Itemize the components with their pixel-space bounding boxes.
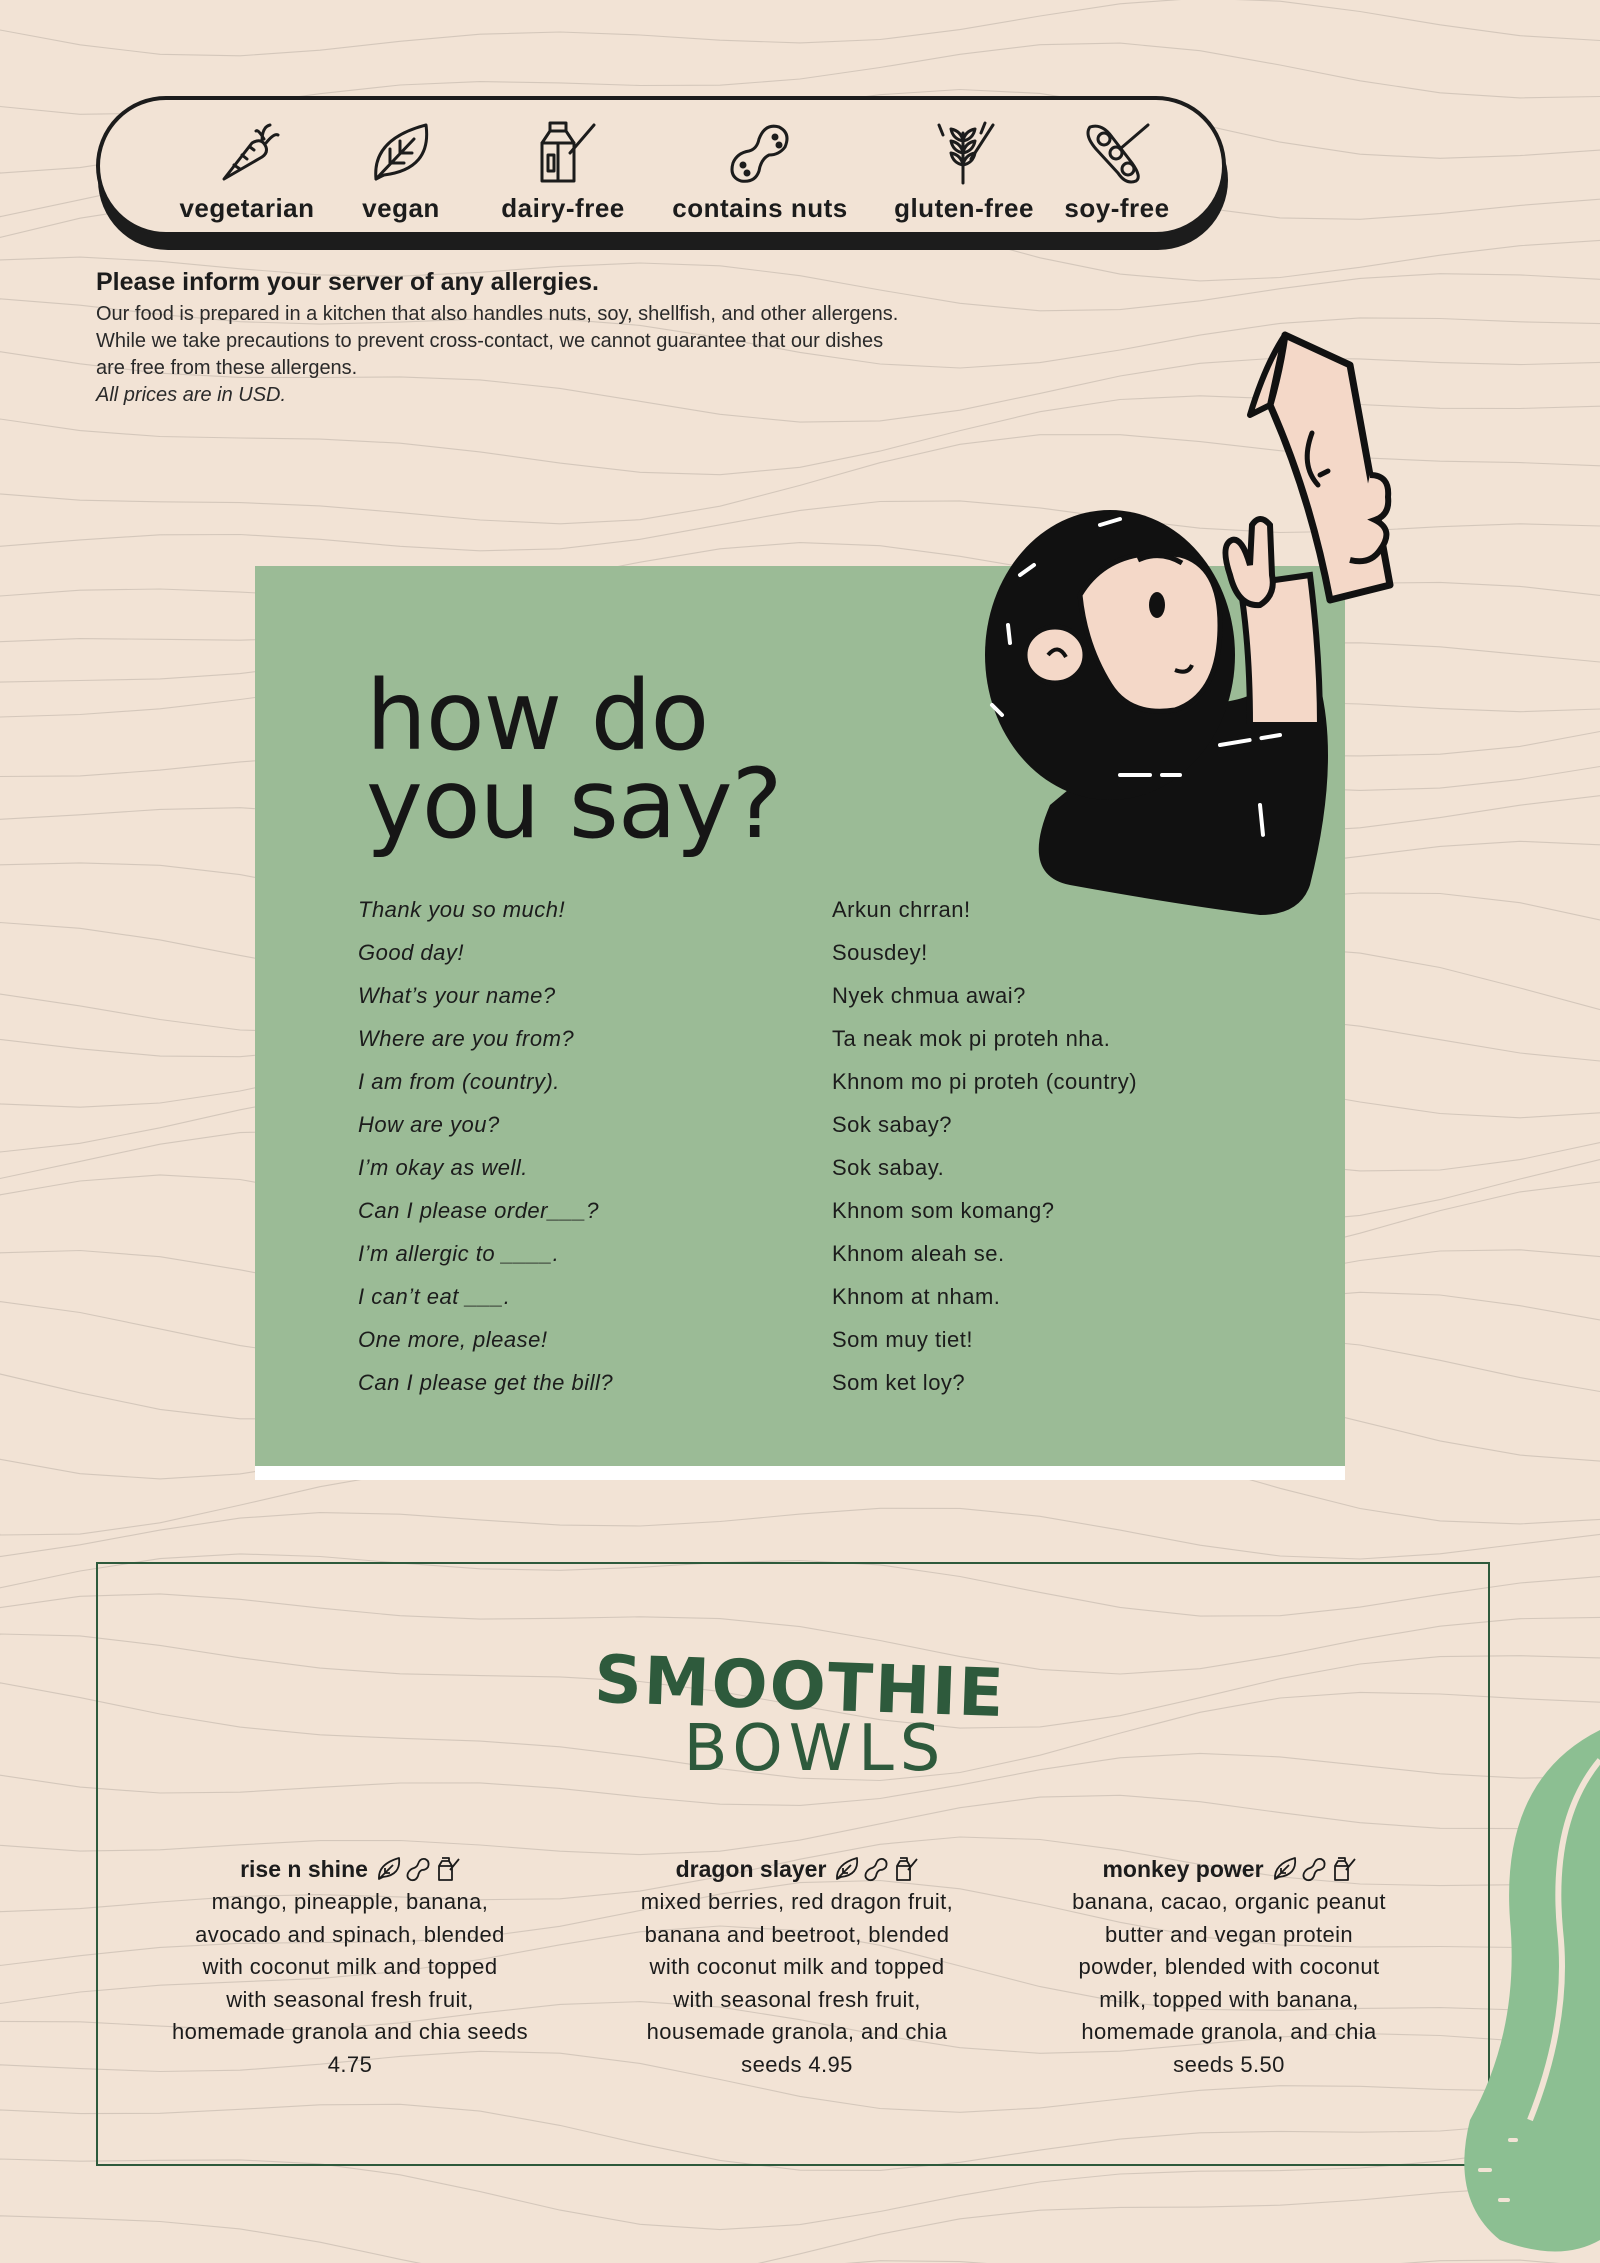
- phrase-khmer: Som muy tiet!: [832, 1326, 973, 1352]
- leaf-icon: [834, 1856, 860, 1882]
- menu-item-rise-n-shine: [135, 1852, 565, 2081]
- phrase-khmer: Khnom aleah se.: [832, 1240, 1005, 1266]
- phrase-card-title-line2: you say?: [366, 748, 782, 860]
- phrase-english: I’m okay as well.: [358, 1154, 528, 1180]
- phrase-english: One more, please!: [358, 1326, 548, 1352]
- milk-carton-crossed-icon: [1330, 1856, 1356, 1882]
- allergy-notice: [96, 268, 916, 409]
- phrase-english: I can’t eat ___.: [358, 1283, 511, 1309]
- phrase-card-title-line1: how do: [366, 660, 709, 772]
- phrase-row: [358, 1232, 1258, 1275]
- dietary-legend: [96, 96, 1226, 236]
- peanut-icon: [1301, 1856, 1327, 1882]
- milk-carton-crossed-icon: [892, 1856, 918, 1882]
- menu-item-price: seeds 4.95: [741, 2051, 853, 2077]
- phrase-khmer: Khnom mo pi proteh (country): [832, 1068, 1138, 1094]
- peanut-icon: [405, 1856, 431, 1882]
- decorative-leaf: [1440, 1700, 1600, 2263]
- menu-item-name: monkey power: [1102, 1855, 1264, 1882]
- legend-label: gluten-free: [894, 193, 1034, 223]
- phrase-khmer: Arkun chrran!: [832, 896, 971, 922]
- phrase-row: [358, 1146, 1258, 1189]
- leaf-icon: [1272, 1856, 1298, 1882]
- phrase-row: [358, 1361, 1258, 1404]
- phrase-khmer: Nyek chmua awai?: [832, 982, 1026, 1008]
- phrase-khmer: Sok sabay?: [832, 1111, 952, 1137]
- menu-item-description: mango, pineapple, banana, avocado and spinach, blended with coconut milk and topped with seasonal fresh fruit, homemade granola and chia seeds 4.75: [135, 1886, 565, 2081]
- menu-item-dragon-slayer: [582, 1852, 1012, 2081]
- phrase-khmer: Som ket loy?: [832, 1369, 966, 1395]
- legend-vegetarian: [162, 114, 332, 224]
- legend-soy-free: [1032, 114, 1202, 224]
- menu-item-price: seeds 5.50: [1173, 2051, 1285, 2077]
- phrase-row: [358, 1017, 1258, 1060]
- phrase-english: What’s your name?: [358, 982, 556, 1008]
- milk-carton-crossed-icon: [434, 1856, 460, 1882]
- phrase-english: Can I please order___?: [358, 1197, 599, 1223]
- legend-dairy-free: [478, 114, 648, 224]
- phrase-list: [358, 888, 1258, 1404]
- legend-vegan: [316, 114, 486, 224]
- allergy-notice-title: Please inform your server of any allergies.: [96, 268, 600, 296]
- legend-label: dairy-free: [501, 193, 625, 223]
- milk-carton-crossed-icon: [528, 119, 598, 187]
- phrase-row: [358, 1103, 1258, 1146]
- phrase-english: I am from (country).: [358, 1068, 560, 1094]
- menu-item-description: banana, cacao, organic peanut butter and vegan protein powder, blended with coconut milk, topped with banana, homemade granola, and chia seeds 5.50: [1014, 1886, 1444, 2081]
- phrase-english: How are you?: [358, 1111, 500, 1137]
- legend-label: soy-free: [1064, 193, 1170, 223]
- price-currency-note: All prices are in USD.: [96, 384, 287, 406]
- phrase-khmer: Khnom som komang?: [832, 1197, 1055, 1223]
- carrot-icon: [212, 119, 282, 187]
- phrase-english: Can I please get the bill?: [358, 1369, 614, 1395]
- phrase-khmer: Sousdey!: [832, 939, 928, 965]
- phrase-row: [358, 931, 1258, 974]
- wheat-crossed-icon: [929, 119, 999, 187]
- phrase-khmer: Khnom at nham.: [832, 1283, 1001, 1309]
- legend-contains-nuts: [660, 114, 860, 224]
- phrase-english: I’m allergic to ____.: [358, 1240, 560, 1266]
- dietary-icons: [376, 1856, 460, 1882]
- phrase-row: [358, 1189, 1258, 1232]
- monkey-reading-illustration: [920, 325, 1420, 925]
- menu-item-name: rise n shine: [240, 1855, 368, 1882]
- phrase-khmer: Ta neak mok pi proteh nha.: [832, 1025, 1111, 1051]
- smoothie-title: SMOOTHIE: [593, 1640, 1007, 1733]
- phrase-row: [358, 1060, 1258, 1103]
- dietary-icons: [834, 1856, 918, 1882]
- phrase-card-title: [366, 660, 886, 860]
- phrase-english: Thank you so much!: [358, 896, 566, 922]
- allergy-notice-body: Our food is prepared in a kitchen that also handles nuts, soy, shellfish, and other allergens. While we take precautions to prevent cross-contact, we cannot guarantee that our dishes are free from these allergens.: [96, 303, 899, 379]
- menu-item-monkey-power: [1014, 1852, 1444, 2081]
- menu-item-price: 4.75: [327, 2051, 373, 2077]
- peanut-icon: [725, 119, 795, 187]
- phrase-khmer: Sok sabay.: [832, 1154, 945, 1180]
- legend-label: vegetarian: [179, 193, 315, 223]
- dietary-icons: [1272, 1856, 1356, 1882]
- menu-item-description: mixed berries, red dragon fruit, banana and beetroot, blended with coconut milk and topped with seasonal fresh fruit, housemade granola, and chia seeds 4.95: [582, 1886, 1012, 2081]
- phrase-row: [358, 1318, 1258, 1361]
- peanut-icon: [863, 1856, 889, 1882]
- leaf-icon: [366, 119, 436, 187]
- leaf-icon: [376, 1856, 402, 1882]
- legend-label: vegan: [362, 193, 440, 223]
- legend-label: contains nuts: [672, 193, 848, 223]
- phrase-row: [358, 974, 1258, 1017]
- menu-item-name: dragon slayer: [675, 1855, 827, 1882]
- phrase-english: Good day!: [358, 939, 465, 965]
- soybean-crossed-icon: [1082, 119, 1152, 187]
- phrase-row: [358, 1275, 1258, 1318]
- phrase-english: Where are you from?: [358, 1025, 575, 1051]
- bowls-subtitle: BOWLS: [683, 1712, 947, 1786]
